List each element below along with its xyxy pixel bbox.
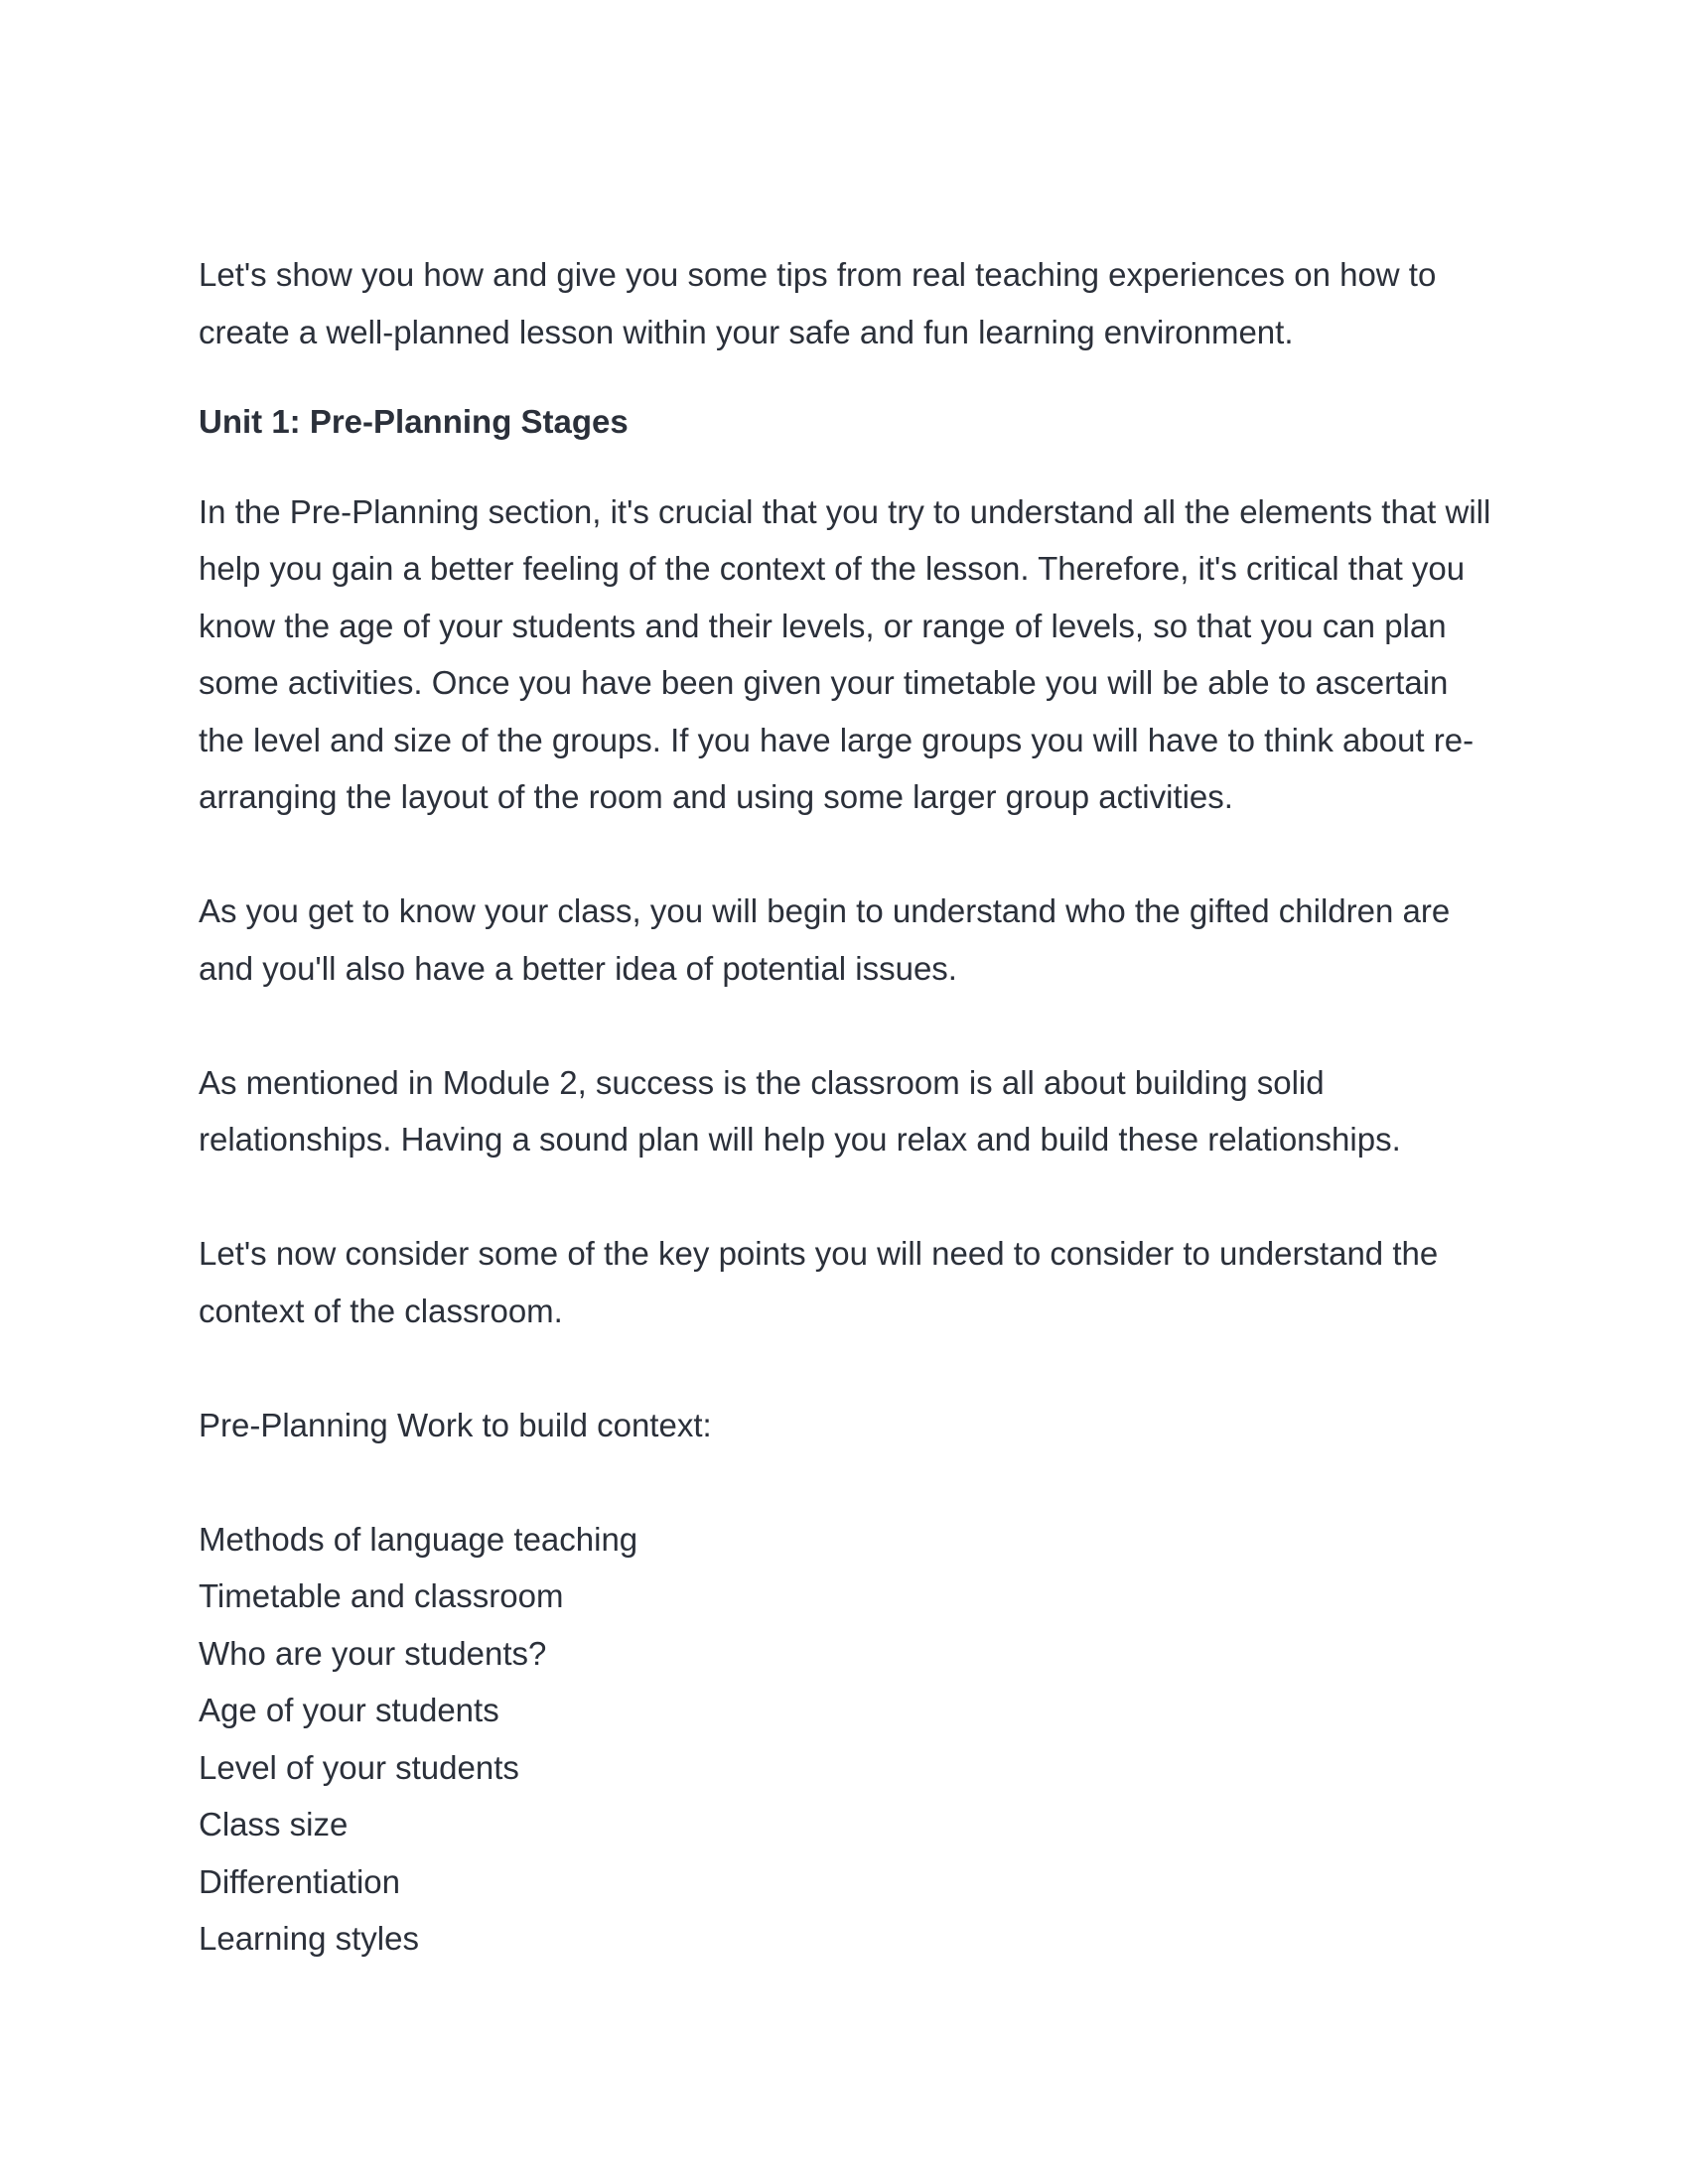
paragraph-key-points: Let's now consider some of the key points you will need to consider to understand the context of the classroom.: [199, 1235, 1439, 1329]
list-item: Who are your students?: [199, 1634, 547, 1672]
list-item: Methods of language teaching: [199, 1520, 638, 1558]
paragraph-spacer: [199, 1453, 1499, 1511]
paragraph-pre-planning: In the Pre-Planning section, it's crucial that you try to understand all the elements that will help you gain a better feeling of the context of the lesson. Therefore, it's critical that you know the age of your students and their levels, or range of levels, so that you can plan some activities. Once you have been given your timetable you will be able to ascertain the level and size of the groups. If you have large groups you will have to think about re-arranging the layout of the room and using some larger group activities.: [199, 492, 1491, 815]
list-item: Timetable and classroom: [199, 1577, 564, 1614]
list-item: Class size: [199, 1806, 349, 1843]
paragraph-spacer: [199, 826, 1499, 884]
paragraph-know-your-class: As you get to know your class, you will begin to understand who the gifted children are and you'll also have a better idea of potential issues.: [199, 892, 1451, 987]
paragraph-relationships: As mentioned in Module 2, success is the classroom is all about building solid relationships. Having a sound plan will help you relax and build these relationships.: [199, 1063, 1401, 1158]
list-item: Differentiation: [199, 1862, 401, 1900]
paragraph-spacer: [199, 1168, 1499, 1226]
list-intro: Pre-Planning Work to build context:: [199, 1406, 712, 1443]
list-item: Level of your students: [199, 1748, 519, 1786]
intro-paragraph: Let's show you how and give you some tips from real teaching experiences on how to create a well-planned lesson within your safe and fun learning environment.: [199, 256, 1437, 350]
list-item: Learning styles: [199, 1920, 419, 1957]
document-body: [199, 246, 1499, 1968]
unit-heading: Unit 1: Pre-Planning Stages: [199, 403, 629, 440]
list-item: Age of your students: [199, 1692, 499, 1728]
paragraph-spacer: [199, 1339, 1499, 1397]
paragraph-spacer: [199, 997, 1499, 1054]
pre-planning-list: [199, 1511, 1499, 1968]
